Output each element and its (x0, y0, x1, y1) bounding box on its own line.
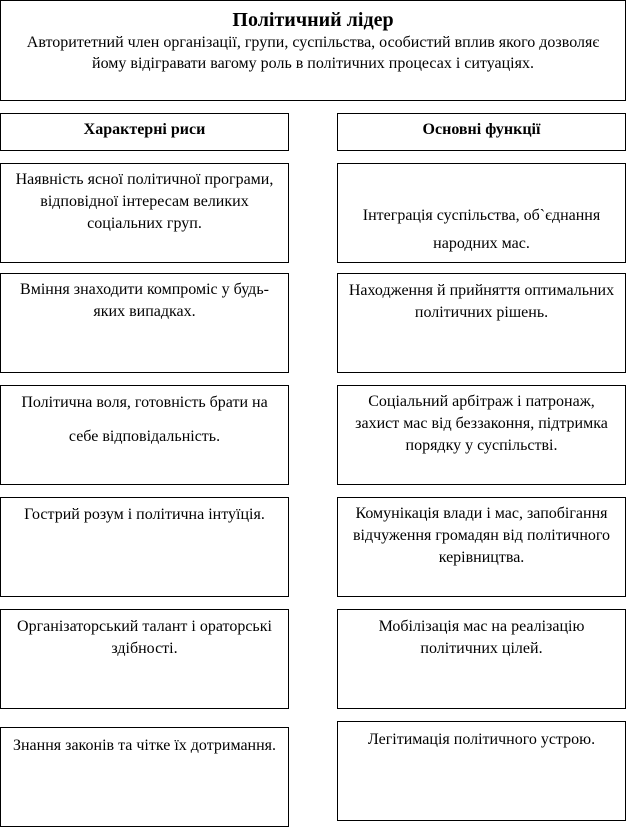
trait-box-4: Гострий розум і політична інтуїція. (0, 497, 289, 597)
trait-box-2: Вміння знаходити компроміс у будь-яких випадках. (0, 273, 289, 373)
function-box-6: Легітимація політичного устрою. (337, 721, 626, 821)
trait-box-1: Наявність ясної політичної програми, відповідної інтересам великих соціальних груп. (0, 163, 289, 263)
leader-definition-box (0, 0, 626, 101)
functions-column-heading: Основні функції (337, 113, 626, 151)
function-box-5: Мобілізація мас на реалізацію політичних цілей. (337, 609, 626, 709)
function-box-3: Соціальний арбітраж і патронаж, захист мас від беззаконня, підтримка порядку у суспільстві. (337, 385, 626, 485)
function-box-2: Находження й прийняття оптимальних політичних рішень. (337, 273, 626, 373)
leader-definition: Авторитетний член організації, групи, суспільства, особистий вплив якого дозволяє йому відігравати вагому роль в політичних процесах і ситуаціях. (26, 34, 600, 72)
trait-box-5: Організаторський талант і ораторські здібності. (0, 609, 289, 709)
trait-box-6: Знання законів та чітке їх дотримання. (0, 727, 289, 827)
diagram-title: Політичний лідер (232, 9, 394, 31)
traits-column-heading: Характерні риси (0, 113, 289, 151)
function-box-1: Інтеграція суспільства, об`єднання народних мас. (337, 163, 626, 263)
function-box-4: Комунікація влади і мас, запобігання відчуження громадян від політичного керівництва. (337, 497, 626, 597)
trait-box-3: Політична воля, готовність брати на себе відповідальність. (0, 385, 289, 485)
